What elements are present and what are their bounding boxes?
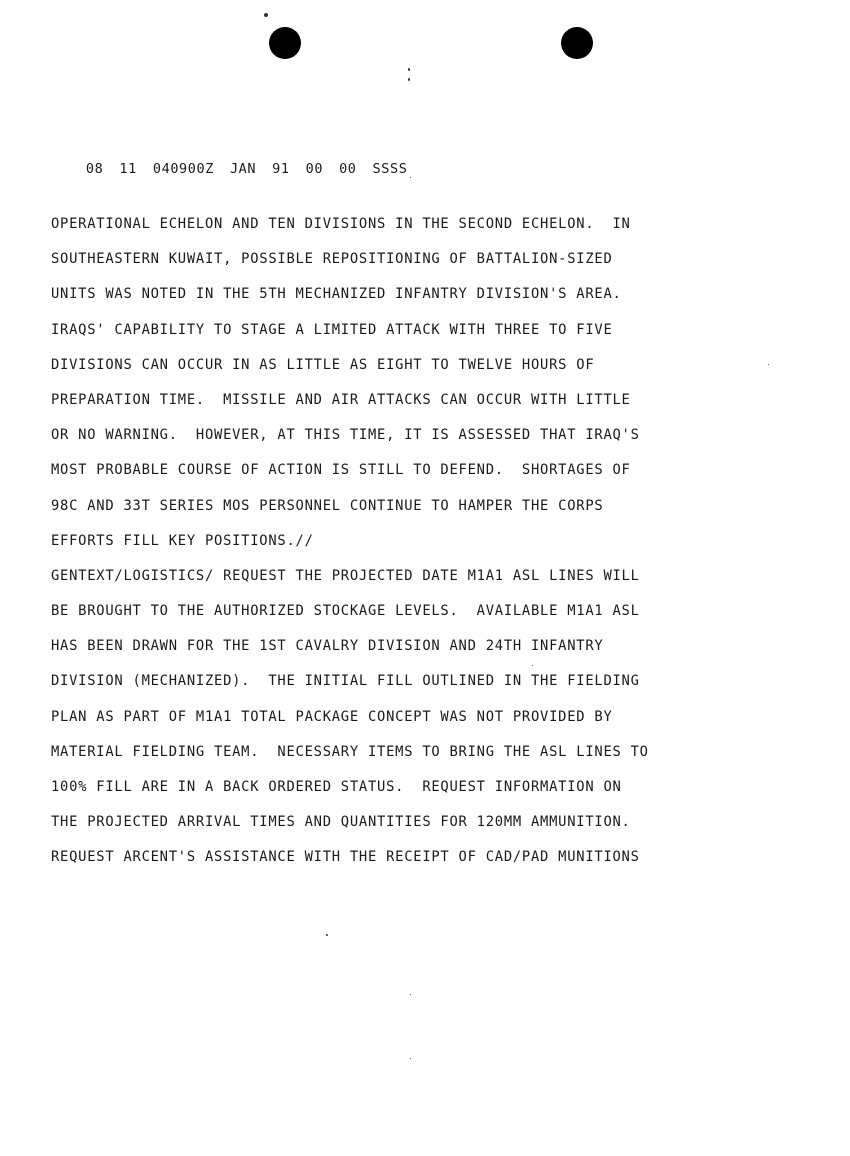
body-line: 100% FILL ARE IN A BACK ORDERED STATUS. REQUEST INFORMATION ON [51, 779, 622, 795]
header-field: 00 [339, 161, 357, 177]
scan-speck [410, 177, 411, 178]
body-line: OPERATIONAL ECHELON AND TEN DIVISIONS IN THE SECOND ECHELON. IN [51, 216, 631, 232]
body-line: SOUTHEASTERN KUWAIT, POSSIBLE REPOSITIONING OF BATTALION-SIZED [51, 251, 613, 268]
header-field: 040900Z [152, 161, 214, 177]
body-line: IRAQS' CAPABILITY TO STAGE A LIMITED ATTACK WITH THREE TO FIVE [51, 321, 613, 338]
punch-hole-left [269, 27, 301, 59]
scan-speck [408, 78, 410, 81]
header-field: 08 [85, 161, 104, 177]
scan-speck [410, 994, 411, 995]
scan-speck [410, 1058, 411, 1059]
header-field: JAN [229, 161, 257, 177]
body-line: MOST PROBABLE COURSE OF ACTION IS STILL TO DEFEND. SHORTAGES OF [51, 462, 631, 479]
body-line: THE PROJECTED ARRIVAL TIMES AND QUANTITIES FOR 120MM AMMUNITION. [51, 814, 631, 831]
body-line: EFFORTS FILL KEY POSITIONS.// [51, 532, 314, 549]
header-field: 11 [119, 161, 137, 177]
body-line: DIVISION (MECHANIZED). THE INITIAL FILL OUTLINED IN THE FIELDING [51, 673, 640, 690]
body-line: MATERIAL FIELDING TEAM. NECESSARY ITEMS TO BRING THE ASL LINES TO [51, 743, 649, 760]
message-body [51, 216, 831, 885]
body-line: HAS BEEN DRAWN FOR THE 1ST CAVALRY DIVISION AND 24TH INFANTRY [51, 638, 604, 655]
body-line: BE BROUGHT TO THE AUTHORIZED STOCKAGE LEVELS. AVAILABLE M1A1 ASL [51, 603, 640, 620]
header-field: SSSS [372, 161, 408, 177]
body-line: 98C AND 33T SERIES MOS PERSONNEL CONTINUE TO HAMPER THE CORPS [51, 497, 604, 514]
body-line: OR NO WARNING. HOWEVER, AT THIS TIME, IT IS ASSESSED THAT IRAQ'S [51, 427, 640, 444]
body-line: PLAN AS PART OF M1A1 TOTAL PACKAGE CONCEPT WAS NOT PROVIDED BY [51, 708, 613, 725]
body-line: UNITS WAS NOTED IN THE 5TH MECHANIZED INFANTRY DIVISION'S AREA. [51, 286, 622, 303]
punch-hole-right [561, 27, 593, 59]
body-line: GENTEXT/LOGISTICS/ REQUEST THE PROJECTED DATE M1A1 ASL LINES WILL [51, 567, 640, 584]
header-field: 91 [272, 161, 290, 177]
header-field: 00 [305, 161, 324, 177]
scan-speck [326, 934, 328, 936]
body-line: DIVISIONS CAN OCCUR IN AS LITTLE AS EIGHT TO TWELVE HOURS OF [51, 356, 595, 373]
body-line: REQUEST ARCENT'S ASSISTANCE WITH THE RECEIPT OF CAD/PAD MUNITIONS [51, 849, 640, 866]
message-header-line [51, 145, 407, 193]
scan-speck [408, 68, 410, 71]
body-line: PREPARATION TIME. MISSILE AND AIR ATTACKS CAN OCCUR WITH LITTLE [51, 391, 631, 408]
scan-speck [264, 13, 268, 17]
